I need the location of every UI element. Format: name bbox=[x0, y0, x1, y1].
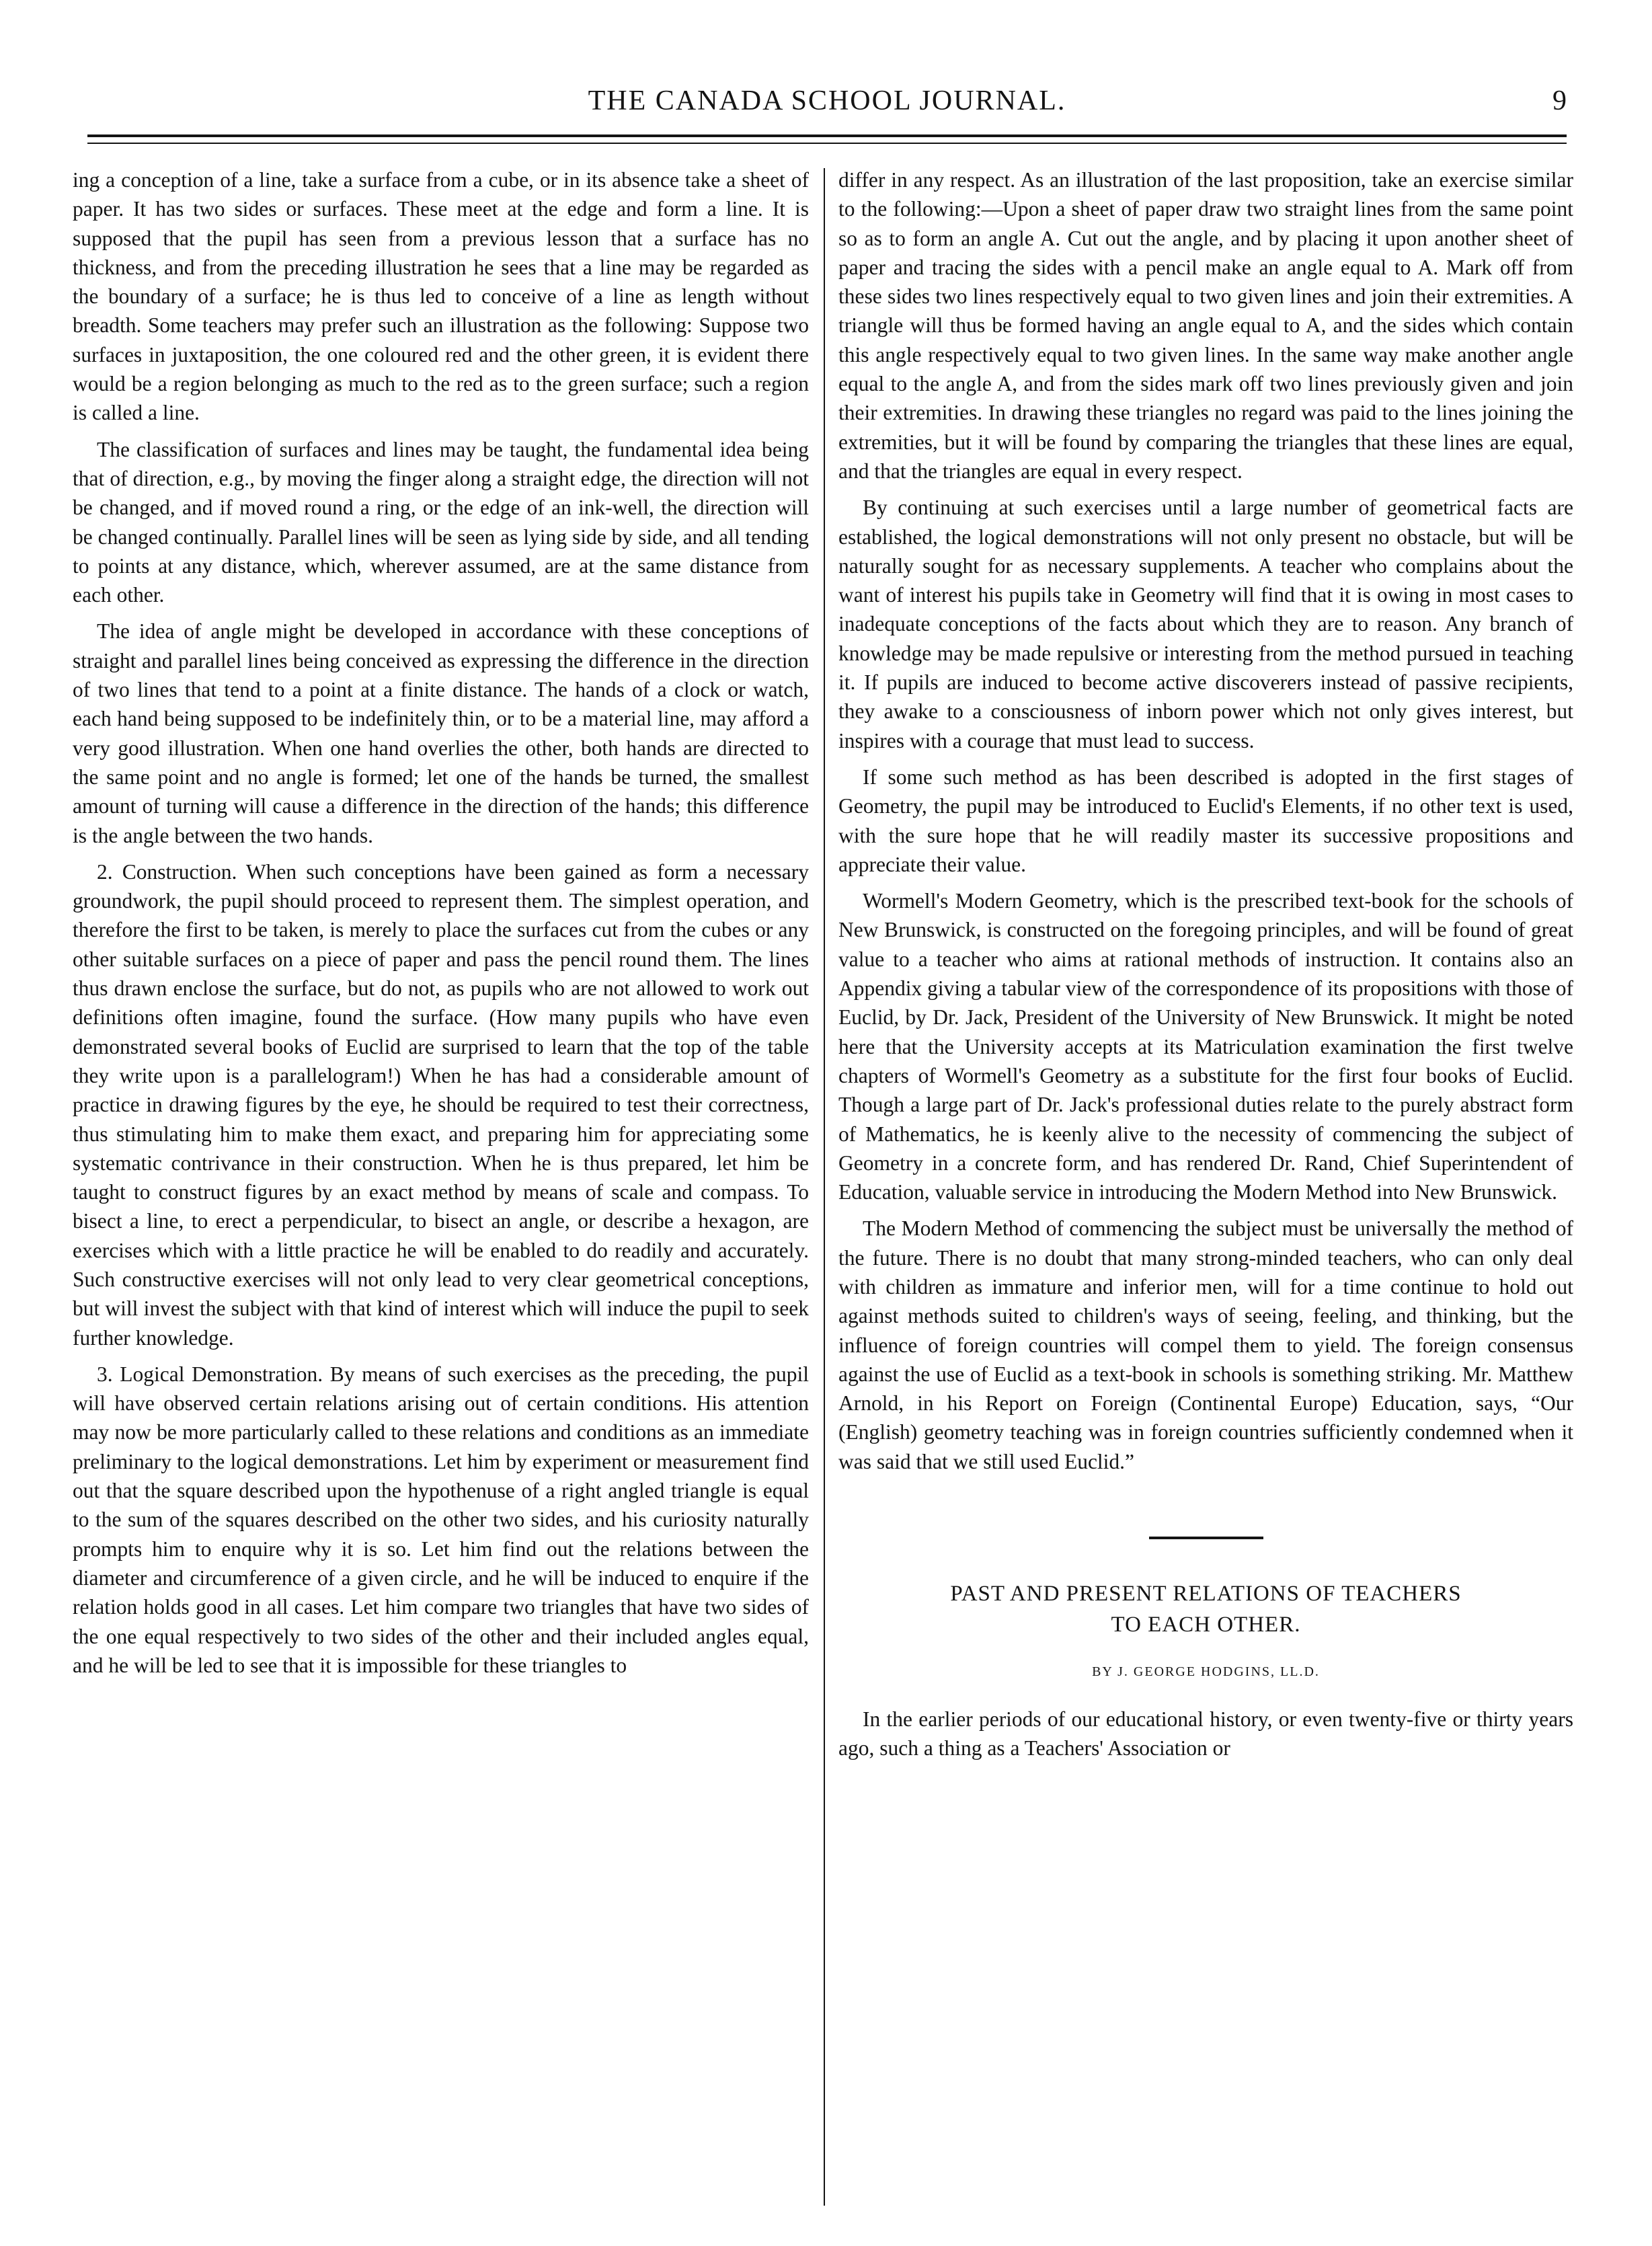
paragraph: 2. Construction. When such conceptions have been gained as form a necessary groundwork, the pupil should proceed to represent them. The simplest operation, and therefore the first to be taken, is merely to place the surfaces cut from the cubes or any other suitable surfaces on a piece of paper and pass the pencil round them. The lines thus drawn enclose the surface, but do not, as pupils who are not allowed to work out definitions often imagine, found the surface. (How many pupils who have even demonstrated several books of Euclid are surprised to learn that the top of the table they write upon is a parallelogram!) When he has had a considerable amount of practice in drawing figures by the eye, he should be required to test their correctness, thus stimulating him to make them exact, and preparing him for appreciating some systematic contrivance in their construction. When he is thus prepared, let him be taught to construct figures by an exact method by means of scale and compass. To bisect a line, to erect a perpendicular, to bisect an angle, or describe a hexagon, are exercises which with a little practice he will be enabled to do readily and accurately. Such constructive exercises will not only lead to very clear geometrical conceptions, but will invest the subject with that kind of interest which will induce the pupil to seek further knowledge. bbox=[73, 859, 809, 1350]
paragraph: In the earlier periods of our educational history, or even twenty-five or thirty years ago, such a thing as a Teachers' Association or bbox=[838, 1707, 1573, 1760]
paragraph: The idea of angle might be developed in accordance with these conceptions of straight and parallel lines being conceived as expressing the difference in the direction of two lines that tend to a point at a finite distance. The hands of a clock or watch, each hand being supposed to be indefinitely thin, or to be a material line, may afford a very good illustration. When one hand overlies the other, both hands are directed to the same point and no angle is formed; let one of the hands be turned, the smallest amount of turning will cause a difference in the direction of the hands; this difference is the angle between the two hands. bbox=[73, 619, 809, 847]
section-title-line: TO EACH OTHER. bbox=[1111, 1613, 1301, 1637]
page-header bbox=[87, 81, 1567, 121]
section-title bbox=[838, 1578, 1573, 1640]
section-title-line: PAST AND PRESENT RELATIONS OF TEACHERS bbox=[950, 1582, 1462, 1606]
page-number: 9 bbox=[1552, 85, 1567, 116]
paragraph: By continuing at such exercises until a large number of geometrical facts are established, the logical demonstrations will not only present no obstacle, but will be naturally sought for as necessary supplements. A teacher who complains about the want of interest his pupils take in Geometry will find that it is owing in most cases to inadequate conceptions of the facts about which they are to reason. Any branch of knowledge may be made repulsive or interesting from the method pursued in teaching it. If pupils are induced to become active discoverers instead of passive recipients, they awake to a consciousness of inborn power which not only gives interest, but inspires with a courage that must lead to success. bbox=[838, 496, 1573, 752]
header-rule-thin bbox=[87, 143, 1567, 144]
left-column bbox=[73, 165, 809, 1687]
paragraph: differ in any respect. As an illustration of the last proposition, take an exercise similar to the following:—Upon a sheet of paper draw two straight lines from the same point so as to form an angle A. Cut out the angle, and by placing it upon another sheet of paper and tracing the sides with a pencil make an angle equal to A. Mark off from these sides two lines respectively equal to two given lines and join their extremities. A triangle will thus be formed having an angle equal to A, and the sides which contain this angle respectively equal to two given lines. In the same way make another angle equal to the angle A, and from the sides mark off two lines previously given and join their extremities. In drawing these triangles no regard was paid to the lines joining the extremities, but it will be found by comparing the triangles that these lines are equal, and that the triangles are equal in every respect. bbox=[838, 168, 1573, 483]
paragraph: Wormell's Modern Geometry, which is the prescribed text-book for the schools of New Brunswick, is constructed on the foregoing principles, and will be found of great value to a teacher who aims at rational methods of instruction. It contains also an Appendix giving a tabular view of the correspondence of its propositions with those of Euclid, by Dr. Jack, President of the University of New Brunswick. It might be noted here that the University accepts at its Matriculation examination the first twelve chapters of Wormell's Geometry as a substitute for the first four books of Euclid. Though a large part of Dr. Jack's professional duties relate to the purely abstract form of Mathematics, he is keenly alive to the necessity of commencing the subject of Geometry in a concrete form, and has rendered Dr. Rand, Chief Superintendent of Education, valuable service in introducing the Modern Method into New Brunswick. bbox=[838, 889, 1573, 1204]
paragraph: The Modern Method of commencing the subject must be universally the method of the future. There is no doubt that many strong-minded teachers, who can only deal with children as immature and inferior men, will for a time continue to hold out against methods suited to children's ways of seeing, feeling, and thinking, but the influence of foreign countries will compel them to yield. The foreign consensus against the use of Euclid as a text-book in schools is something striking. Mr. Matthew Arnold, in his Report on Foreign (Continental Europe) Education, says, “Our (English) geometry teaching was in foreign countries sufficiently condemned when it was said that we still used Euclid.” bbox=[838, 1216, 1573, 1473]
column-divider bbox=[824, 168, 825, 2206]
header-rule-thick bbox=[87, 134, 1567, 137]
paragraph: 3. Logical Demonstration. By means of such exercises as the preceding, the pupil will have observed certain relations arising out of certain conditions. His attention may now be more particularly called to these relations and conditions as an immediate preliminary to the logical demonstrations. Let him by experiment or measurement find out that the square described upon the hypothenuse of a right angled triangle is equal to the sum of the squares described on the other two sides, and his curiosity naturally prompts him to enquire why it is so. Let him find out the relations between the diameter and circumference of a given circle, and he will be induced to enquire if the relation holds good in all cases. Let him compare two triangles that have two sides of the one equal respectively to two sides of the other and their included angles equal, and he will be led to see that it is impossible for these triangles to bbox=[73, 1362, 809, 1677]
right-column bbox=[838, 165, 1573, 1771]
paragraph: If some such method as has been described is adopted in the first stages of Geometry, the pupil may be introduced to Euclid's Elements, if no other text is used, with the sure hope that he will readily master its successive propositions and appreciate their value. bbox=[838, 765, 1573, 876]
section-divider bbox=[1149, 1537, 1263, 1539]
journal-title: THE CANADA SCHOOL JOURNAL. bbox=[588, 85, 1066, 116]
author-byline: BY J. GEORGE HODGINS, LL.D. bbox=[1092, 1664, 1320, 1680]
paragraph: The classification of surfaces and lines may be taught, the fundamental idea being that of direction, e.g., by moving the finger along a straight edge, the direction will not be changed, and if moved round a ring, or the edge of an ink-well, the direction will be changed continually. Parallel lines will be seen as lying side by side, and all tending to points at any distance, which, wherever assumed, are at the same distance from each other. bbox=[73, 437, 809, 607]
paragraph: ing a conception of a line, take a surface from a cube, or in its absence take a sheet of paper. It has two sides or surfaces. These meet at the edge and form a line. It is supposed that the pupil has seen from a previous lesson that a surface has no thickness, and from the preceding illustration he sees that a line may be regarded as the boundary of a surface; he is thus led to conceive of a line as length without breadth. Some teachers may prefer such an illustration as the following: Suppose two surfaces in juxtaposition, the one coloured red and the other green, it is evident there would be a region belonging as much to the red as to the green surface; such a region is called a line. bbox=[73, 168, 809, 425]
